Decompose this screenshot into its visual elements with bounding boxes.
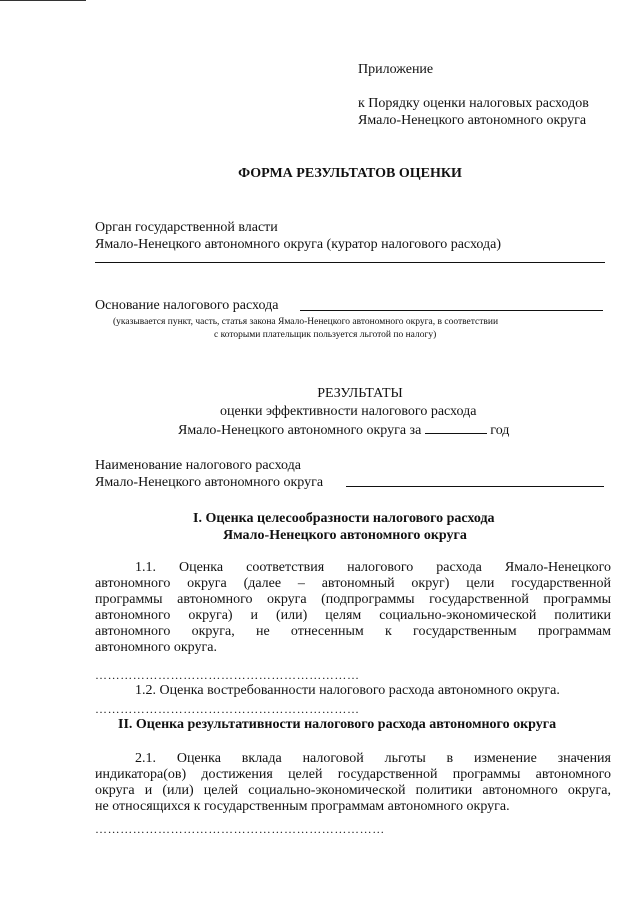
- paragraph-line: автономного округа, не отнесенным к государственным программам: [95, 624, 611, 639]
- section1-dots-2: ………………………………………………………: [95, 702, 360, 716]
- section2-paragraph-1: [95, 751, 611, 815]
- basis-label: Основание налогового расхода: [95, 298, 279, 313]
- section2-heading: II. Оценка результативности налогового расхода автономного округа: [118, 717, 557, 732]
- paragraph-line: автономного округа) и (или) целям социально-экономической политики: [95, 608, 611, 623]
- section1-heading-2: Ямало-Ненецкого автономного округа: [223, 528, 467, 543]
- organ-line-2: Ямало-Ненецкого автономного округа (куратор налогового расхода): [95, 237, 502, 252]
- form-title: ФОРМА РЕЗУЛЬТАТОВ ОЦЕНКИ: [238, 166, 462, 181]
- appendix-title: Приложение: [358, 62, 434, 77]
- section1-paragraph-2: 1.2. Оценка востребованности налогового расхода автономного округа.: [135, 683, 560, 698]
- paragraph-line: автономного округа (далее – автономный округ) цели государственной: [95, 576, 611, 591]
- paragraph-line: не относящихся к государственным программам автономного округа.: [95, 799, 510, 814]
- appendix-line-1: к Порядку оценки налоговых расходов: [358, 96, 589, 111]
- year-field[interactable]: [425, 421, 487, 434]
- paragraph-line: 1.1. Оценка соответствия налогового расхода Ямало-Ненецкого: [135, 560, 611, 575]
- section1-paragraph-1: [95, 560, 611, 656]
- paragraph-line: 2.1. Оценка вклада налоговой льготы в изменение значения: [135, 751, 611, 766]
- basis-note-line-1: (указывается пункт, часть, статья закона Ямало-Ненецкого автономного округа, в соответствии: [113, 317, 499, 327]
- basis-fill-line: [300, 310, 603, 311]
- paragraph-line: индикатора(ов) достижения целей государственной программы автономного: [95, 767, 611, 782]
- section2-dots: ……………………………………………………………: [95, 822, 385, 836]
- paragraph-line: программы автономного округа (подпрограммы государственной программы: [95, 592, 611, 607]
- paragraph-line: округа и (или) целей социально-экономической политики автономного округа,: [95, 783, 611, 798]
- organ-fill-line: [95, 262, 605, 263]
- results-line-2-suffix: год: [490, 423, 510, 438]
- name-line-1: Наименование налогового расхода: [95, 458, 301, 473]
- section1-dots-1: ………………………………………………………: [95, 668, 360, 682]
- basis-note-line-2: с которыми плательщик пользуется льготой по налогу): [214, 330, 437, 340]
- results-title: РЕЗУЛЬТАТЫ: [317, 386, 403, 401]
- scan-edge-line: [0, 0, 86, 1]
- results-line-2-prefix: Ямало-Ненецкого автономного округа за: [178, 423, 422, 438]
- section1-heading-1: I. Оценка целесообразности налогового расхода: [193, 511, 495, 526]
- results-line-1: оценки эффективности налогового расхода: [220, 404, 477, 419]
- name-line-2: Ямало-Ненецкого автономного округа: [95, 475, 324, 490]
- appendix-line-2: Ямало-Ненецкого автономного округа: [358, 113, 587, 128]
- organ-line-1: Орган государственной власти: [95, 220, 278, 235]
- paragraph-line: автономного округа.: [95, 640, 217, 655]
- results-period-row: [178, 421, 509, 439]
- name-fill-line: [346, 486, 604, 487]
